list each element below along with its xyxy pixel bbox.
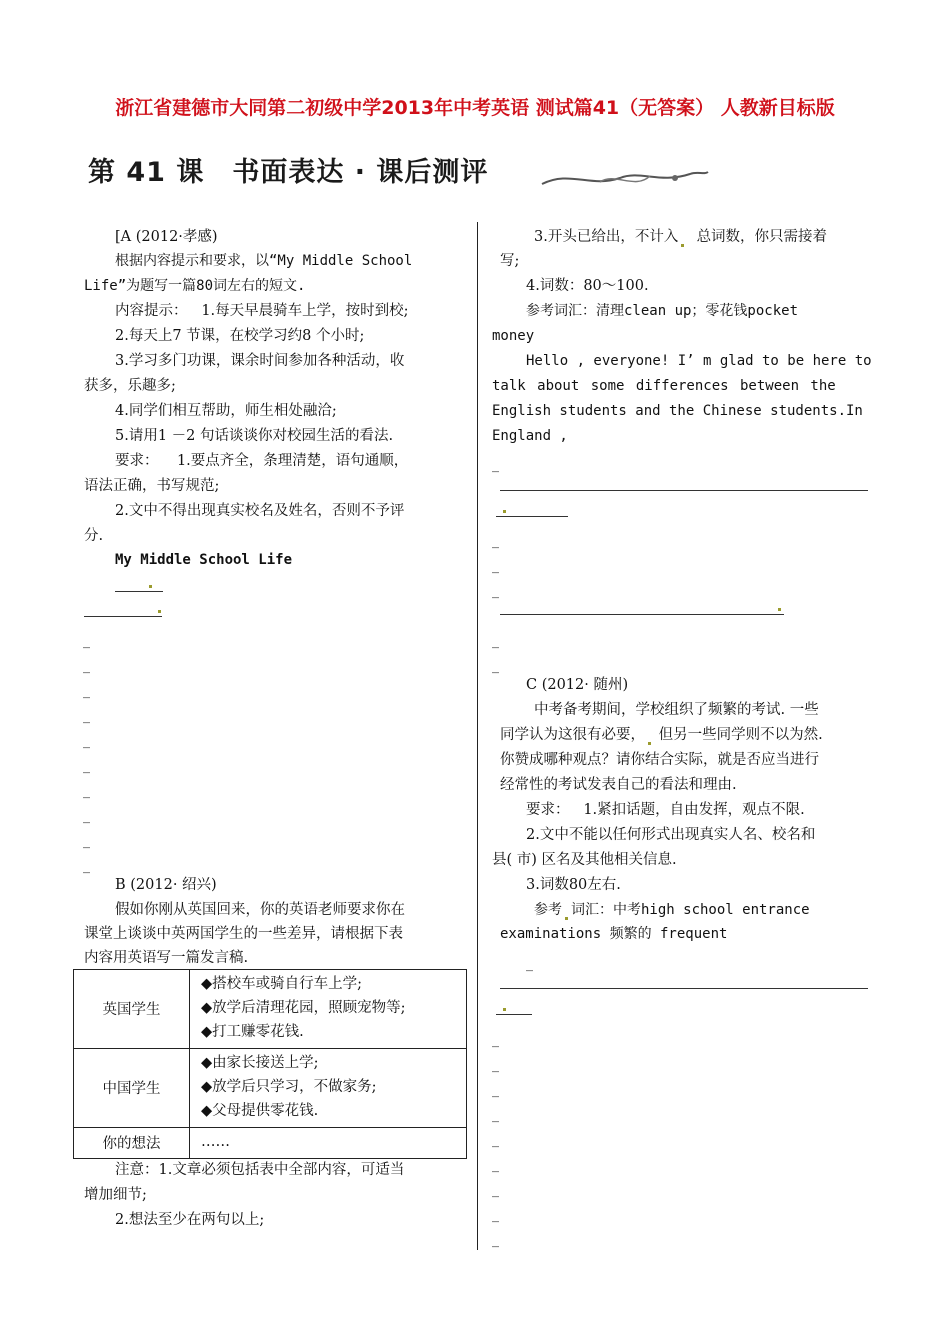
list-item: ◆打工赚零花钱. bbox=[201, 1024, 304, 1040]
section-a-prompt-2: 2.每天上7 节课，在校学习约8 个小时; bbox=[115, 328, 365, 344]
section-c-req-2-cont: 县( 市) 区名及其他相关信息. bbox=[492, 852, 677, 868]
mark-dot bbox=[149, 585, 152, 588]
section-b-start-4: England , bbox=[492, 428, 568, 444]
answer-line bbox=[115, 591, 163, 592]
answer-line bbox=[496, 516, 568, 517]
blank-mark: _ bbox=[83, 658, 90, 674]
mark-dot bbox=[503, 1008, 506, 1011]
section-a-prompt-1: 内容提示： 1.每天早晨骑车上学，按时到校; bbox=[115, 303, 409, 319]
section-b-start-3: English students and the Chinese students.In bbox=[492, 403, 863, 419]
section-c-intro-3: 你赞成哪种观点？请你结合实际，就是否应当进行 bbox=[500, 752, 819, 768]
section-a-intro-2: Life”为题写一篇80词左右的短文. bbox=[84, 278, 306, 294]
lesson-banner bbox=[88, 150, 488, 189]
answer-line bbox=[84, 616, 162, 617]
mark-dot bbox=[778, 608, 781, 611]
section-b-intro-2: 课堂上谈谈中英两国学生的一些差异，请根据下表 bbox=[84, 926, 403, 942]
blank-mark: _ bbox=[492, 1232, 499, 1248]
blank-mark: _ bbox=[492, 457, 499, 473]
section-b-source: B (2012· 绍兴) bbox=[115, 877, 217, 893]
blank-mark: _ bbox=[83, 733, 90, 749]
section-b-vocab-2: money bbox=[492, 328, 535, 344]
section-c-req-1: 要求： 1.紧扣话题，自由发挥，观点不限. bbox=[526, 802, 805, 818]
list-item: ◆放学后只学习，不做家务; bbox=[201, 1079, 377, 1095]
table-row bbox=[74, 1049, 467, 1128]
section-a-prompt-4: 4.同学们相互帮助，师生相处融洽; bbox=[115, 403, 337, 419]
blank-mark: _ bbox=[492, 1057, 499, 1073]
answer-line bbox=[500, 614, 784, 615]
section-b-note-2: 2.想法至少在两句以上; bbox=[115, 1212, 265, 1228]
section-c-intro-1: 中考备考期间，学校组织了频繁的考试. 一些 bbox=[534, 702, 819, 718]
row-content bbox=[190, 1128, 467, 1159]
comparison-table bbox=[73, 969, 467, 1159]
blank-mark: _ bbox=[492, 558, 499, 574]
section-c-vocab-1: 参考 词汇：中考high school entrance bbox=[534, 902, 810, 918]
section-b-start-1: Hello , everyone! I’ m glad to be here to bbox=[526, 353, 872, 369]
banner-ornament-icon bbox=[540, 166, 710, 192]
section-b-note-1-cont: 增加细节; bbox=[84, 1187, 147, 1203]
row-label: 中国学生 bbox=[74, 1049, 190, 1128]
blank-mark: _ bbox=[492, 583, 499, 599]
section-a-prompt-3-cont: 获多，乐趣多; bbox=[84, 378, 176, 394]
blank-mark: _ bbox=[83, 758, 90, 774]
blank-mark: _ bbox=[492, 1207, 499, 1223]
blank-mark: _ bbox=[83, 708, 90, 724]
row-content bbox=[190, 970, 467, 1049]
blank-mark: _ bbox=[492, 633, 499, 649]
blank-mark: _ bbox=[492, 533, 499, 549]
blank-mark: _ bbox=[83, 808, 90, 824]
document-title: 浙江省建德市大同第二初级中学2013年中考英语 测试篇41（无答案） 人教新目标版 bbox=[115, 97, 835, 119]
section-b-vocab-1: 参考词汇：清理clean up；零花钱pocket bbox=[526, 303, 799, 319]
column-divider bbox=[477, 222, 478, 1250]
section-a-req-2-cont: 分. bbox=[84, 528, 104, 544]
mark-dot bbox=[565, 917, 568, 920]
blank-mark: _ bbox=[492, 1182, 499, 1198]
table-row bbox=[74, 970, 467, 1049]
essay-title: My Middle School Life bbox=[115, 552, 293, 568]
answer-line bbox=[496, 1014, 532, 1015]
section-b-note-3: 3.开头已给出，不计入 总词数，你只需接着 bbox=[534, 229, 828, 245]
blank-mark: _ bbox=[492, 1132, 499, 1148]
section-c-req-3: 3.词数80左右. bbox=[526, 877, 621, 893]
section-a-req-2: 2.文中不得出现真实校名及姓名，否则不予评 bbox=[115, 503, 405, 519]
lesson-topic: 书面表达 · 课后测评 bbox=[232, 157, 489, 188]
blank-mark: _ bbox=[83, 833, 90, 849]
list-item: ◆由家长接送上学; bbox=[201, 1055, 319, 1071]
mark-dot bbox=[648, 742, 651, 745]
answer-line bbox=[500, 490, 868, 491]
section-b-note-3-cont: 写; bbox=[500, 253, 520, 269]
section-c-intro-2: 同学认为这很有必要， 但另一些同学则不以为然. bbox=[500, 727, 823, 743]
mark-dot bbox=[503, 510, 506, 513]
section-b-note-1: 注意：1.文章必须包括表中全部内容，可适当 bbox=[115, 1162, 405, 1178]
section-c-source: C (2012· 随州) bbox=[526, 677, 629, 693]
section-b-note-4: 4.词数：80～100. bbox=[526, 278, 649, 294]
section-a-intro-1: 根据内容提示和要求，以“My Middle School bbox=[115, 253, 413, 269]
section-b-intro-1: 假如你刚从英国回来，你的英语老师要求你在 bbox=[115, 902, 405, 918]
row-content bbox=[190, 1049, 467, 1128]
section-b-start-2: talk about some differences between the bbox=[492, 378, 836, 394]
blank-mark: _ bbox=[492, 1082, 499, 1098]
blank-mark: _ bbox=[83, 683, 90, 699]
answer-line bbox=[500, 988, 868, 989]
list-item: ◆放学后清理花园，照顾宠物等; bbox=[201, 1000, 406, 1016]
blank-mark: _ bbox=[83, 633, 90, 649]
section-c-req-2: 2.文中不能以任何形式出现真实人名、校名和 bbox=[526, 827, 816, 843]
blank-mark: _ bbox=[526, 956, 533, 972]
section-a-source: [A (2012·孝感) bbox=[115, 229, 218, 245]
list-item: ◆搭校车或骑自行车上学; bbox=[201, 976, 363, 992]
blank-mark: _ bbox=[492, 658, 499, 674]
table-row bbox=[74, 1128, 467, 1159]
blank-mark: _ bbox=[492, 1157, 499, 1173]
mark-dot bbox=[681, 244, 684, 247]
section-b-intro-3: 内容用英语写一篇发言稿. bbox=[84, 950, 249, 966]
blank-mark: _ bbox=[492, 1107, 499, 1123]
mark-dot bbox=[158, 610, 161, 613]
blank-mark: _ bbox=[492, 1032, 499, 1048]
row-label: 英国学生 bbox=[74, 970, 190, 1049]
list-item: ◆父母提供零花钱. bbox=[201, 1103, 319, 1119]
section-a-req-1-cont: 语法正确，书写规范; bbox=[84, 478, 220, 494]
section-a-prompt-3: 3.学习多门功课，课余时间参加各种活动，收 bbox=[115, 353, 405, 369]
section-a-prompt-5: 5.请用1 －2 句话谈谈你对校园生活的看法. bbox=[115, 428, 394, 444]
blank-mark: _ bbox=[83, 858, 90, 874]
list-item: …… bbox=[201, 1134, 230, 1150]
row-label: 你的想法 bbox=[74, 1128, 190, 1159]
section-a-req-1: 要求： 1.要点齐全，条理清楚，语句通顺， bbox=[115, 453, 409, 469]
section-c-intro-4: 经常性的考试发表自己的看法和理由. bbox=[500, 777, 737, 793]
section-c-vocab-2: examinations 频繁的 frequent bbox=[500, 926, 728, 942]
lesson-number: 第 41 课 bbox=[88, 157, 205, 188]
blank-mark: _ bbox=[83, 783, 90, 799]
